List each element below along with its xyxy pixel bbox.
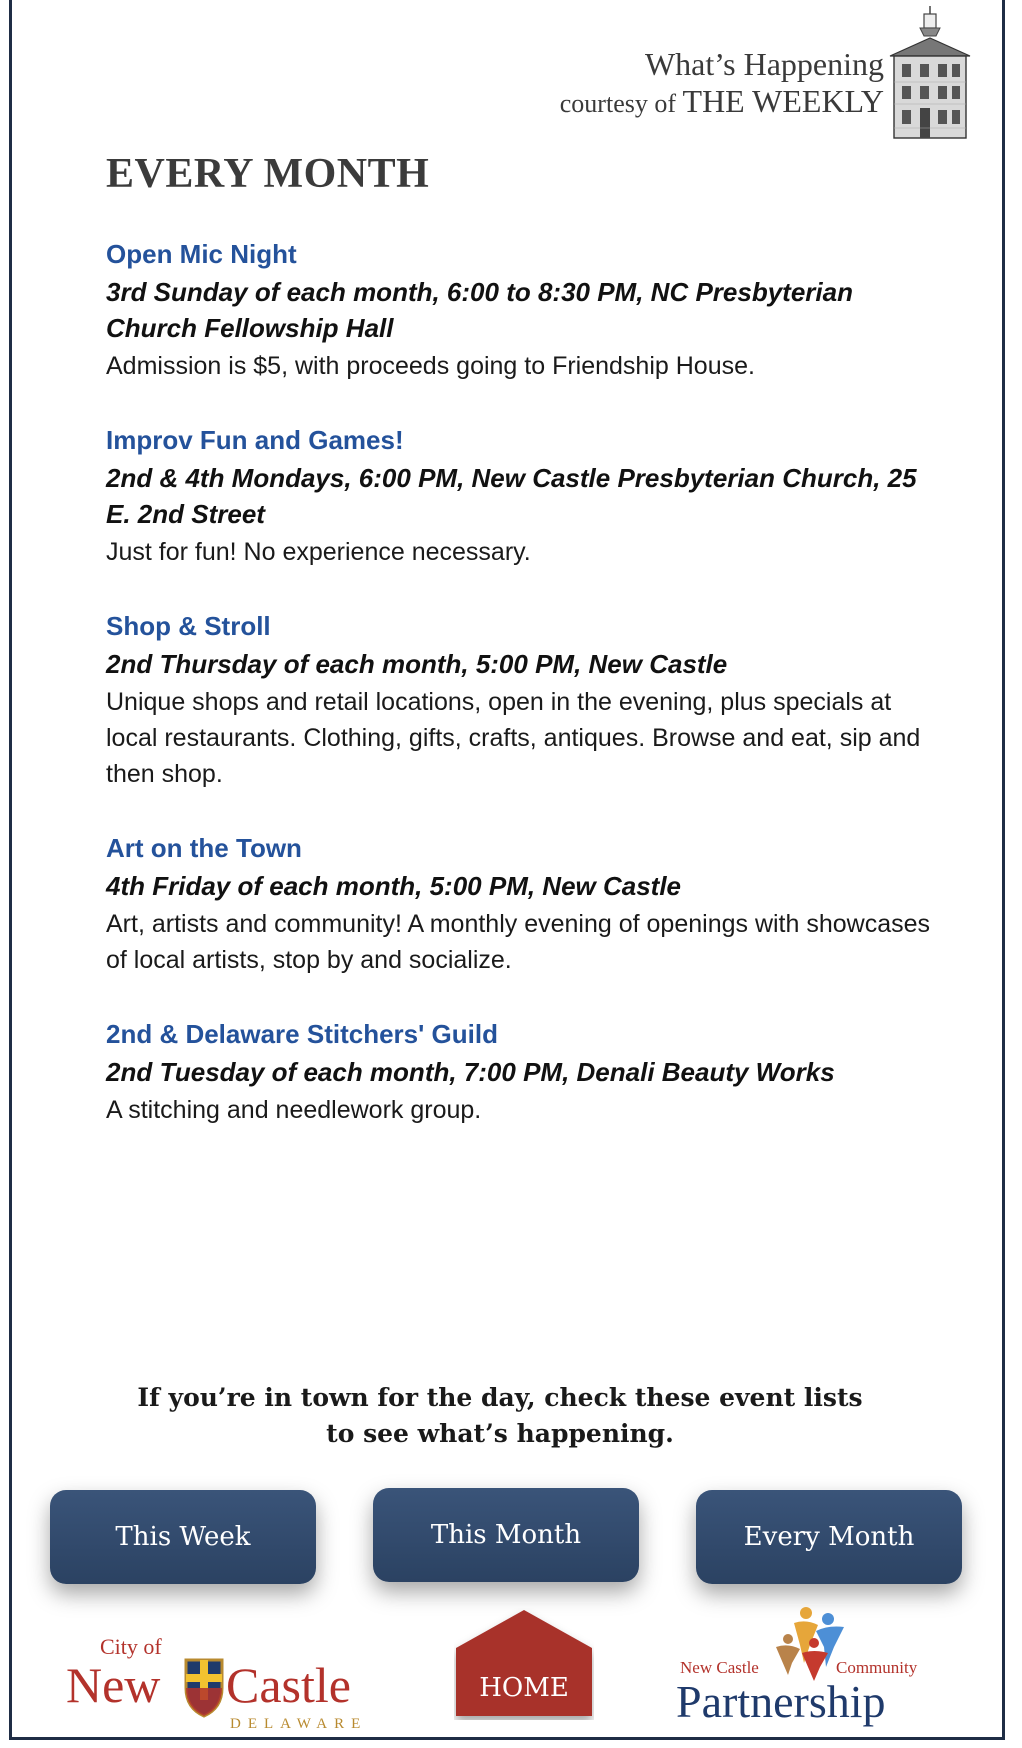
partnership-logo-newcastle: New Castle <box>680 1658 759 1677</box>
new-castle-community-partnership-logo[interactable] <box>676 1605 966 1735</box>
event-description: Admission is $5, with proceeds going to Friendship House. <box>106 352 755 380</box>
event-schedule: 2nd Thursday of each month, 5:00 PM, New Castle <box>106 649 728 679</box>
event-item <box>106 1016 936 1128</box>
event-item <box>106 608 936 792</box>
event-title: Improv Fun and Games! <box>106 425 404 455</box>
event-title: Shop & Stroll <box>106 611 271 641</box>
this-month-button[interactable]: This Month <box>373 1488 639 1582</box>
event-schedule: 3rd Sunday of each month, 6:00 to 8:30 PM, NC Presbyterian Church Fellowship Hall <box>106 277 853 343</box>
city-logo-line1: City of <box>100 1634 162 1659</box>
event-lists-prompt <box>0 1380 1000 1452</box>
event-lists-prompt-line1: If you’re in town for the day, check these event lists <box>137 1383 863 1412</box>
building-illustration-icon <box>880 4 980 144</box>
every-month-button[interactable]: Every Month <box>696 1490 962 1584</box>
event-title: Open Mic Night <box>106 239 297 269</box>
this-week-button[interactable]: This Week <box>50 1490 316 1584</box>
partnership-logo-community: Community <box>836 1658 918 1677</box>
event-title: Art on the Town <box>106 833 302 863</box>
event-description: Art, artists and community! A monthly evening of openings with showcases of local artists, stop by and socialize. <box>106 910 931 974</box>
masthead-credit <box>560 84 884 121</box>
city-shield-icon <box>186 1660 222 1716</box>
masthead-credit-prefix: courtesy of <box>559 89 683 118</box>
home-label: HOME <box>479 1673 569 1703</box>
city-logo-state: DELAWARE <box>230 1716 368 1732</box>
event-item <box>106 236 936 384</box>
home-button[interactable] <box>454 1608 594 1720</box>
masthead-brand: THE WEEKLY <box>682 83 884 119</box>
event-description: Just for fun! No experience necessary. <box>106 538 531 566</box>
masthead-title: What’s Happening <box>644 46 884 82</box>
event-item <box>106 830 936 978</box>
partnership-logo-word: Partnership <box>676 1676 886 1727</box>
page-title: EVERY MONTH <box>106 151 430 197</box>
city-logo-new: New <box>66 1657 161 1713</box>
event-schedule: 2nd & 4th Mondays, 6:00 PM, New Castle Presbyterian Church, 25 E. 2nd Street <box>106 463 917 529</box>
event-lists-prompt-line2: to see what’s happening. <box>326 1419 674 1448</box>
city-logo-castle: Castle <box>226 1657 351 1713</box>
people-figures-icon <box>776 1607 844 1681</box>
city-of-new-castle-logo[interactable] <box>62 1630 382 1740</box>
event-schedule: 2nd Tuesday of each month, 7:00 PM, Denali Beauty Works <box>106 1057 835 1087</box>
event-item <box>106 422 936 570</box>
event-description: A stitching and needlework group. <box>106 1096 482 1124</box>
event-schedule: 4th Friday of each month, 5:00 PM, New Castle <box>106 871 682 901</box>
event-list <box>106 236 936 1166</box>
event-description: Unique shops and retail locations, open in the evening, plus specials at local restaurants. Clothing, gifts, crafts, antiques. Browse and eat, sip and then shop. <box>106 688 921 788</box>
masthead <box>560 44 884 121</box>
event-title: 2nd & Delaware Stitchers' Guild <box>106 1019 498 1049</box>
